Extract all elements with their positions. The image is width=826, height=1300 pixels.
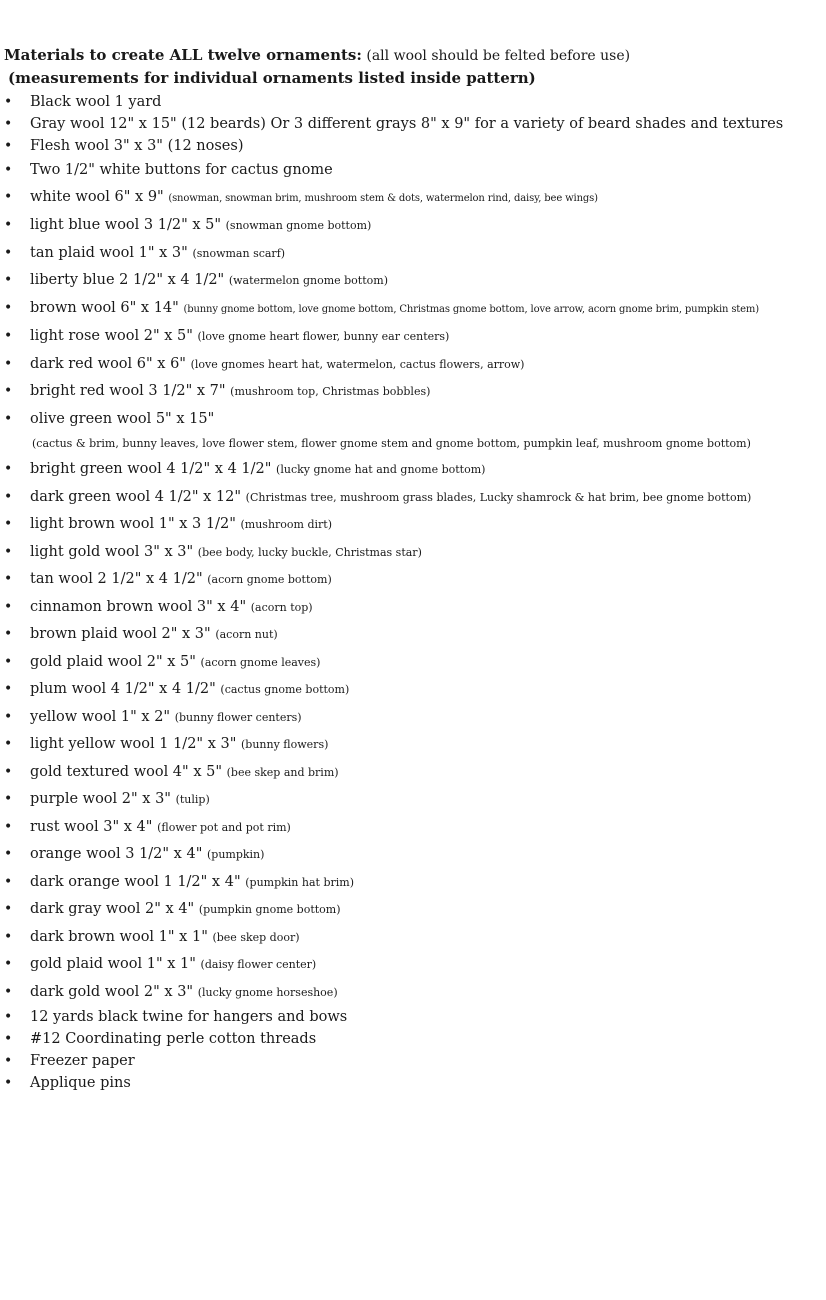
materials-list — [0, 91, 826, 1094]
list-item: • light blue wool 3 1/2" x 5" (snowman gnome bottom) — [0, 212, 826, 240]
list-item: • orange wool 3 1/2" x 4" (pumpkin) — [0, 841, 826, 869]
list-item: • brown plaid wool 2" x 3" (acorn nut) — [0, 621, 826, 649]
list-item: • #12 Coordinating perle cotton threads — [0, 1028, 826, 1050]
list-item: • light rose wool 2" x 5" (love gnome heart flower, bunny ear centers) — [0, 323, 826, 351]
list-item: • dark brown wool 1" x 1" (bee skep door) — [0, 924, 826, 952]
list-item: • liberty blue 2 1/2" x 4 1/2" (watermelon gnome bottom) — [0, 267, 826, 295]
list-item: • white wool 6" x 9" (snowman, snowman brim, mushroom stem & dots, watermelon rind, daisy, bee wings) — [0, 184, 826, 213]
list-item: • gold plaid wool 1" x 1" (daisy flower center) — [0, 951, 826, 979]
list-item: • purple wool 2" x 3" (tulip) — [0, 786, 826, 814]
list-item: • bright red wool 3 1/2" x 7" (mushroom top, Christmas bobbles) — [0, 378, 826, 406]
list-item: • bright green wool 4 1/2" x 4 1/2" (lucky gnome hat and gnome bottom) — [0, 456, 826, 484]
list-item: • Gray wool 12" x 15" (12 beards) Or 3 different grays 8" x 9" for a variety of beard shades and textures — [0, 113, 826, 135]
materials-subheading: (measurements for individual ornaments listed inside pattern) — [8, 69, 536, 87]
list-item: • tan plaid wool 1" x 3" (snowman scarf) — [0, 240, 826, 268]
list-item: • cinnamon brown wool 3" x 4" (acorn top) — [0, 594, 826, 622]
materials-document — [0, 44, 826, 1094]
list-item: • Applique pins — [0, 1072, 826, 1094]
list-item: • 12 yards black twine for hangers and bows — [0, 1006, 826, 1028]
list-item: • light gold wool 3" x 3" (bee body, lucky buckle, Christmas star) — [0, 539, 826, 567]
list-item: • gold plaid wool 2" x 5" (acorn gnome leaves) — [0, 649, 826, 677]
materials-heading-note: (all wool should be felted before use) — [361, 48, 631, 64]
list-item: • brown wool 6" x 14" (bunny gnome bottom, love gnome bottom, Christmas gnome bottom, love arrow, acorn gnome brim, pumpkin stem) — [0, 295, 826, 324]
list-item: • plum wool 4 1/2" x 4 1/2" (cactus gnome bottom) — [0, 676, 826, 704]
list-item-continuation: (cactus & brim, bunny leaves, love flower stem, flower gnome stem and gnome bottom, pumpkin leaf, mushroom gnome bottom) — [32, 437, 751, 450]
list-item: • dark gold wool 2" x 3" (lucky gnome horseshoe) — [0, 979, 826, 1007]
list-item: • light brown wool 1" x 3 1/2" (mushroom dirt) — [0, 511, 826, 539]
list-item: • dark green wool 4 1/2" x 12" (Christmas tree, mushroom grass blades, Lucky shamrock & hat brim, bee gnome bottom) — [0, 484, 826, 512]
list-item: • gold textured wool 4" x 5" (bee skep and brim) — [0, 759, 826, 787]
materials-heading — [4, 44, 826, 67]
list-item: • light yellow wool 1 1/2" x 3" (bunny flowers) — [0, 731, 826, 759]
list-item: • Freezer paper — [0, 1050, 826, 1072]
list-item: • yellow wool 1" x 2" (bunny flower centers) — [0, 704, 826, 732]
list-item: • dark gray wool 2" x 4" (pumpkin gnome bottom) — [0, 896, 826, 924]
list-item: • dark red wool 6" x 6" (love gnomes heart hat, watermelon, cactus flowers, arrow) — [0, 351, 826, 379]
list-item: • tan wool 2 1/2" x 4 1/2" (acorn gnome bottom) — [0, 566, 826, 594]
list-item: • Flesh wool 3" x 3" (12 noses) — [0, 135, 826, 157]
list-item: • rust wool 3" x 4" (flower pot and pot rim) — [0, 814, 826, 842]
list-item: • dark orange wool 1 1/2" x 4" (pumpkin hat brim) — [0, 869, 826, 897]
list-item: • Black wool 1 yard — [0, 91, 826, 113]
materials-heading-bold: Materials to create ALL twelve ornaments: — [4, 46, 362, 64]
list-item: • Two 1/2" white buttons for cactus gnome — [0, 157, 826, 184]
list-item: • olive green wool 5" x 15" — [0, 406, 826, 433]
